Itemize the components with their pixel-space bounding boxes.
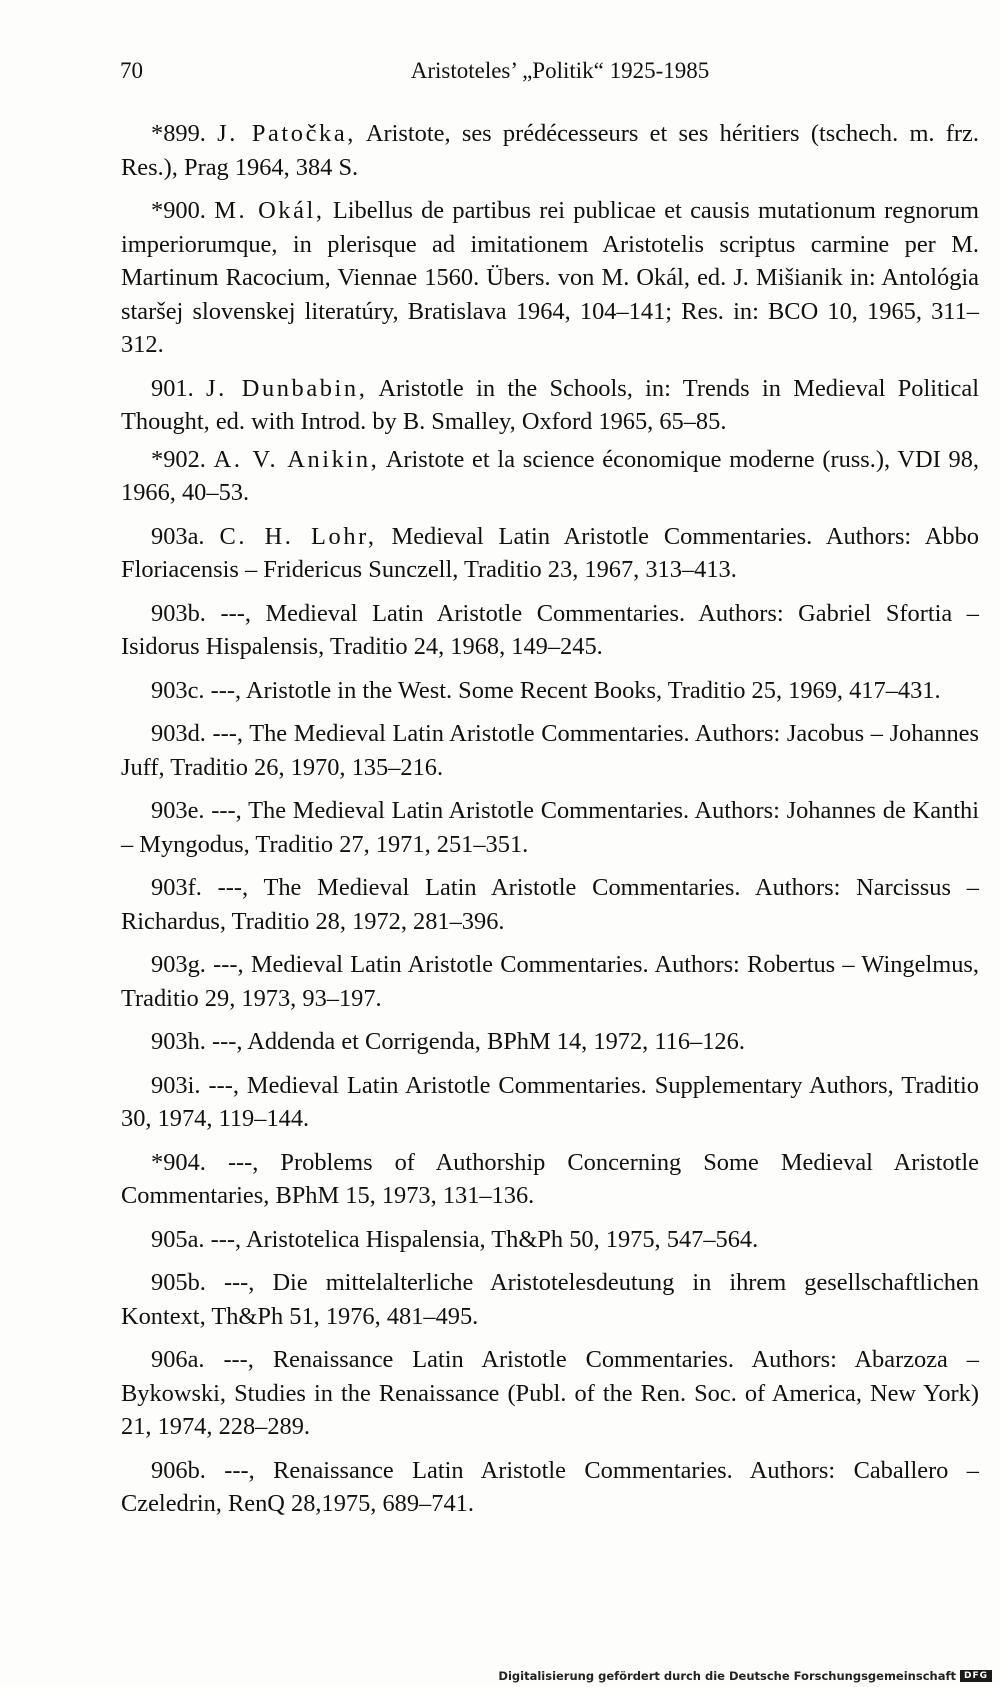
entry-text: ---, Aristotelica Hispalensia, Th&Ph 50, 1975, 547–564. — [210, 1225, 759, 1253]
page-header — [120, 58, 980, 98]
bibliography-entry — [121, 194, 979, 362]
bibliography-entry — [121, 717, 979, 784]
entry-number: 903b. — [151, 599, 206, 627]
entry-number: 905a. — [151, 1225, 205, 1253]
entry-author: M. Okál, — [214, 197, 325, 224]
bibliography-entry — [121, 1223, 979, 1257]
entry-text: ---, Medieval Latin Aristotle Commentaries. Authors: Robertus – Wingelmus, Traditio 29, 1973, 93–197. — [121, 951, 979, 1012]
bibliography-entry — [121, 1025, 979, 1059]
bibliography-entry — [121, 443, 979, 510]
running-title: Aristoteles’ „Politik“ 1925-1985 — [410, 58, 710, 83]
entry-number: 903d. — [151, 720, 206, 747]
entry-text: Aristotle in the Schools, in: Trends in Medieval Political Thought, ed. with Introd. by B. Smalley, Oxford 1965, 65–85. — [121, 374, 979, 435]
entry-text: ---, Renaissance Latin Aristotle Commentaries. Authors: Caballero – Czeledrin, RenQ 28,1975, 689–741. — [121, 1456, 979, 1517]
entry-text: ---, The Medieval Latin Aristotle Commentaries. Authors: Narcissus – Richardus, Traditio 28, 1972, 281–396. — [121, 874, 979, 935]
bibliography-entry — [121, 1146, 979, 1213]
entry-number: 903c. — [151, 676, 205, 704]
entry-number: 903f. — [151, 874, 202, 901]
bibliography-entry — [121, 1343, 979, 1444]
entry-text: Medieval Latin Aristotle Commentaries. Authors: Abbo Floriacensis – Fridericus Sunczell, Traditio 23, 1967, 313–413. — [121, 522, 979, 583]
entry-text: ---, Die mittelalterliche Aristotelesdeutung in ihrem gesellschaftlichen Kontext, Th&Ph 51, 1976, 481–495. — [121, 1269, 979, 1330]
entry-author: J. Patočka, — [217, 120, 356, 147]
entry-text: ---, Addenda et Corrigenda, BPhM 14, 1972, 116–126. — [212, 1028, 745, 1055]
entry-text: Libellus de partibus rei publicae et causis mutationum regnorum imperiorumque, in plerisque ad imitationem Aristotelis scriptus carmine per M. Martinum Racocium, Viennae 1560. Übers. von M. Okál, ed. J. Mišianik in: Antológia staršej slovenskej literatúry, Bratislava 1964, 104–141; Res. in: BCO 10, 1965, 311–312. — [121, 197, 979, 358]
entry-number: 906b. — [151, 1456, 206, 1484]
bibliography-entry — [121, 117, 979, 184]
entry-number: *899. — [151, 120, 206, 147]
bibliography-entry — [121, 948, 979, 1015]
entry-text: ---, Problems of Authorship Concerning Some Medieval Aristotle Commentaries, BPhM 15, 1973, 131–136. — [121, 1148, 979, 1209]
entry-number: 903e. — [151, 797, 205, 824]
entry-text: ---, Renaissance Latin Aristotle Commentaries. Authors: Abarzoza – Bykowski, Studies in the Renaissance (Publ. of the Ren. Soc. of America, New York) 21, 1974, 228–289. — [121, 1346, 979, 1440]
bibliography-entry — [121, 1069, 979, 1136]
entry-number: *902. — [151, 445, 206, 473]
entry-author: A. V. Anikin, — [213, 445, 380, 473]
page-number: 70 — [120, 58, 143, 83]
entry-number: 906a. — [151, 1346, 205, 1373]
entry-text: ---, The Medieval Latin Aristotle Commentaries. Authors: Jacobus – Johannes Juff, Traditio 26, 1970, 135–216. — [121, 720, 979, 781]
entry-text: Aristote et la science économique moderne (russ.), VDI 98, 1966, 40–53. — [121, 445, 979, 506]
bibliography-list — [121, 117, 979, 1525]
entry-number: *900. — [151, 197, 206, 224]
entry-number: 903a. — [151, 522, 205, 550]
entry-number: 905b. — [151, 1269, 206, 1296]
bibliography-entry — [121, 794, 979, 861]
entry-number: 903i. — [151, 1071, 201, 1099]
bibliography-entry — [121, 520, 979, 587]
credit-text: Digitalisierung gefördert durch die Deutsche Forschungsgemeinschaft — [498, 1669, 956, 1683]
bibliography-entry — [121, 1266, 979, 1333]
bibliography-entry — [121, 1454, 979, 1521]
entry-author: C. H. Lohr, — [219, 522, 377, 550]
entry-number: 903h. — [151, 1028, 206, 1055]
bibliography-entry — [121, 372, 979, 439]
dfg-logo: DFG — [960, 1670, 992, 1682]
entry-number: *904. — [151, 1148, 206, 1176]
entry-number: 903g. — [151, 951, 206, 978]
entry-text: ---, Aristotle in the West. Some Recent Books, Traditio 25, 1969, 417–431. — [210, 676, 941, 704]
digitization-credit — [498, 1669, 992, 1683]
entry-text: ---, Medieval Latin Aristotle Commentaries. Supplementary Authors, Traditio 30, 1974, 119–144. — [121, 1071, 979, 1132]
entry-text: ---, Medieval Latin Aristotle Commentaries. Authors: Gabriel Sfortia – Isidorus Hispalensis, Traditio 24, 1968, 149–245. — [121, 599, 979, 660]
entry-text: Aristote, ses prédécesseurs et ses héritiers (tschech. m. frz. Res.), Prag 1964, 384 S. — [121, 120, 979, 181]
bibliography-entry — [121, 597, 979, 664]
bibliography-entry — [121, 871, 979, 938]
bibliography-entry — [121, 674, 979, 708]
entry-text: ---, The Medieval Latin Aristotle Commentaries. Authors: Johannes de Kanthi – Myngodus, Traditio 27, 1971, 251–351. — [121, 797, 979, 858]
entry-number: 901. — [151, 374, 194, 402]
entry-author: J. Dunbabin, — [206, 374, 368, 402]
